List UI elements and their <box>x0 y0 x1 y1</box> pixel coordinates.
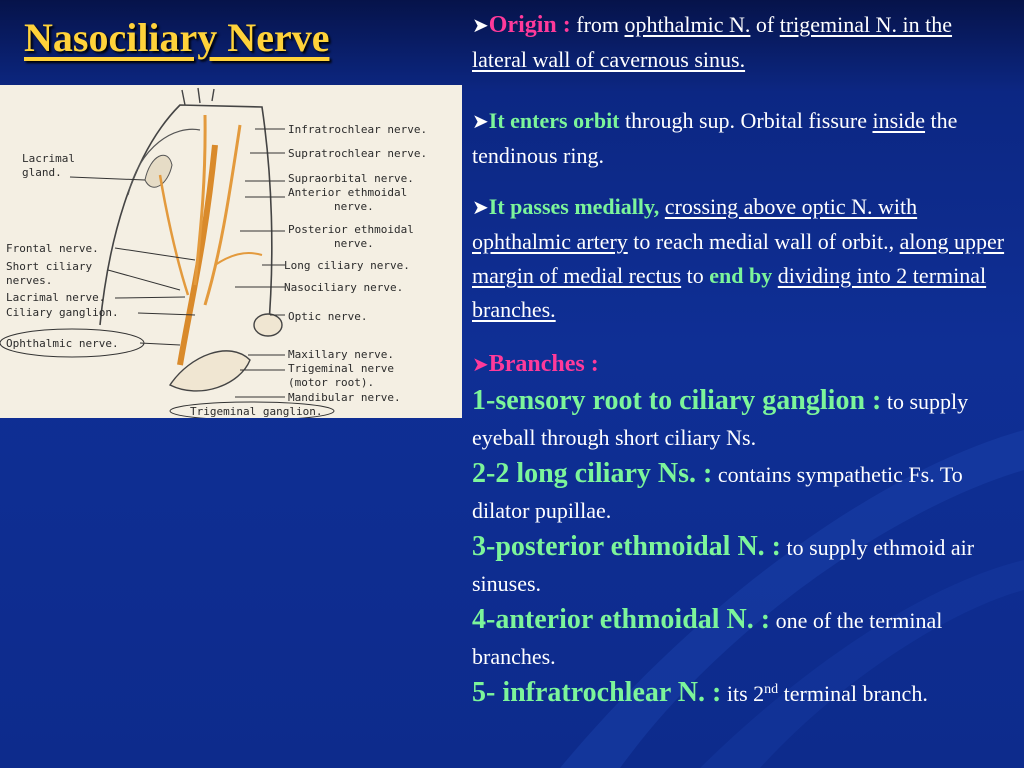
branch-name: 5- infratrochlear N. : <box>472 677 722 708</box>
branch-desc: one of the terminal branches. <box>472 608 943 669</box>
enters-paragraph <box>472 104 1008 173</box>
label-anterior-ethmoidal: Anterior ethmoidal <box>288 186 408 199</box>
label-motor-root: (motor root). <box>288 376 375 389</box>
passes-along: along upper margin of medial rectus <box>472 229 1005 288</box>
branch-desc: to supply ethmoid air sinuses. <box>472 535 975 596</box>
branch-name: 3-posterior ethmoidal N. : <box>472 531 781 562</box>
passes-text-1: to reach medial wall of orbit., <box>633 229 895 254</box>
branches-heading-row <box>472 346 1008 383</box>
branch-desc-sup: nd <box>764 682 779 697</box>
label-lacrimal-gland-2: gland. <box>22 166 62 179</box>
branch-item <box>472 602 1008 675</box>
label-supratrochlear: Supratrochlear nerve. <box>288 147 428 160</box>
label-mandibular: Mandibular nerve. <box>288 391 401 404</box>
branch-desc-b: terminal branch. <box>783 681 928 706</box>
enters-text-2: the tendinous ring. <box>472 108 958 168</box>
origin-trigeminal: trigeminal N. in the lateral wall of cavernous sinus. <box>472 12 953 72</box>
label-infratrochlear: Infratrochlear nerve. <box>288 123 428 136</box>
branch-desc-a: its 2 <box>726 681 765 706</box>
label-lacrimal-gland: Lacrimal <box>22 152 75 165</box>
branch-item <box>472 456 1008 529</box>
label-posterior-ethmoidal: Posterior ethmoidal <box>288 223 414 236</box>
label-maxillary: Maxillary nerve. <box>288 348 394 361</box>
orbit-nerve-diagram <box>0 85 462 418</box>
origin-heading: Origin : <box>488 12 571 38</box>
bullet-arrow-icon: ➤ <box>472 111 489 133</box>
passes-crossing: crossing above optic N. with ophthalmic artery <box>472 194 918 254</box>
label-long-ciliary: Long ciliary nerve. <box>284 259 410 272</box>
passes-dividing: dividing into 2 terminal branches. <box>472 263 987 322</box>
lacrimal-gland <box>145 155 172 187</box>
lacrimal-nerve <box>160 175 188 295</box>
label-trigeminal-ganglion: Trigeminal ganglion. <box>190 405 323 418</box>
branch-item <box>472 383 1008 456</box>
label-anterior-ethmoidal-2: nerve. <box>334 200 374 213</box>
diagram-svg <box>0 85 462 418</box>
branch-name: 2-2 long ciliary Ns. : <box>472 458 713 489</box>
branch-name: 1-sensory root to ciliary ganglion : <box>472 385 882 416</box>
enters-text-1: through sup. Orbital fissure <box>625 108 867 133</box>
long-ciliary-nerve <box>215 253 262 265</box>
label-ophthalmic: Ophthalmic nerve. <box>6 337 119 350</box>
label-frontal: Frontal nerve. <box>6 242 99 255</box>
branch-item <box>472 529 1008 602</box>
origin-ophthalmic: ophthalmic N. <box>624 12 751 37</box>
branch-desc: to supply eyeball through short ciliary Ns. <box>472 389 969 450</box>
top-stubs <box>182 88 214 105</box>
branch-desc: contains sympathetic Fs. To dilator pupillae. <box>472 462 963 523</box>
origin-paragraph <box>472 8 1008 77</box>
enters-inside: inside <box>872 108 926 133</box>
bullet-arrow-icon: ➤ <box>472 354 489 376</box>
passes-paragraph <box>472 190 1008 327</box>
orbit-outline <box>100 105 272 335</box>
label-nasociliary: Nasociliary nerve. <box>284 281 404 294</box>
passes-label: It passes medially, <box>488 194 660 219</box>
slide-title: Nasociliary Nerve <box>24 15 330 60</box>
branch-item <box>472 675 1008 712</box>
label-short-ciliary: Short ciliary <box>6 260 93 273</box>
bullet-arrow-icon: ➤ <box>472 15 489 37</box>
label-supraorbital: Supraorbital nerve. <box>288 172 414 185</box>
bullet-arrow-icon: ➤ <box>472 197 489 219</box>
enters-label: It enters orbit <box>488 108 620 133</box>
label-ciliary-ganglion: Ciliary ganglion. <box>6 306 119 319</box>
optic-nerve-stump <box>254 314 282 336</box>
label-trigeminal: Trigeminal nerve <box>288 362 394 375</box>
label-posterior-ethmoidal-2: nerve. <box>334 237 374 250</box>
origin-text-2: of <box>755 12 775 37</box>
origin-text-1: from <box>576 12 620 37</box>
passes-end-by: end by <box>709 263 773 288</box>
nasociliary-nerve <box>205 125 240 305</box>
label-short-ciliary-2: nerves. <box>6 274 53 287</box>
label-lacrimal-nerve: Lacrimal nerve. <box>6 291 106 304</box>
branches-section <box>472 346 1008 712</box>
label-optic: Optic nerve. <box>288 310 368 323</box>
branches-heading: Branches : <box>488 351 599 377</box>
passes-text-2: to <box>686 263 704 288</box>
branch-name: 4-anterior ethmoidal N. : <box>472 604 771 635</box>
